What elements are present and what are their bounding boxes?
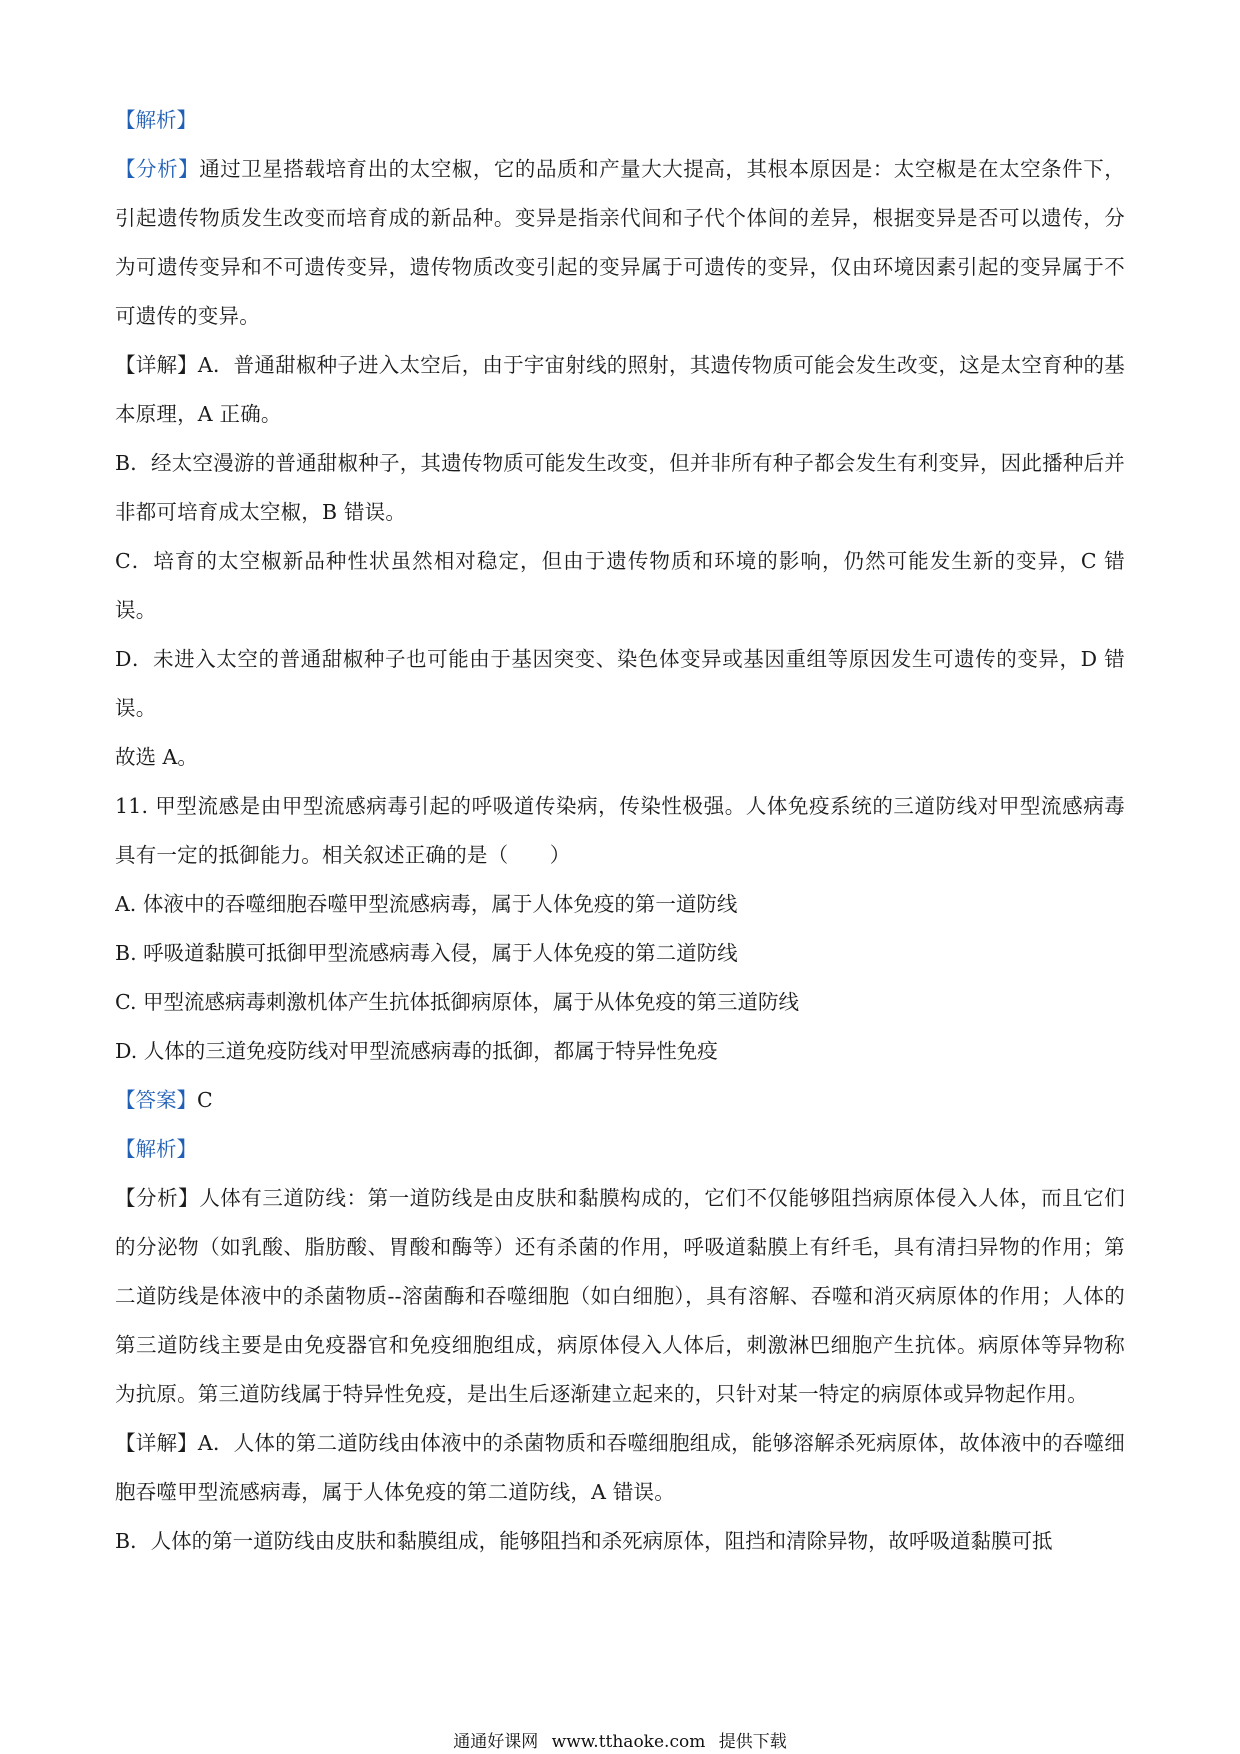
paragraph-text: 11. 甲型流感是由甲型流感病毒引起的呼吸道传染病，传染性极强。人体免疫系统的三道防线对甲型流感病毒具有一定的抵御能力。相关叙述正确的是（ ） — [115, 794, 1125, 867]
paragraph-text: B．人体的第一道防线由皮肤和黏膜组成，能够阻挡和杀死病原体，阻挡和清除异物，故呼吸道黏膜可抵 — [115, 1529, 1053, 1553]
paragraph-text: 通过卫星搭载培育出的太空椒，它的品质和产量大大提高，其根本原因是：太空椒是在太空条件下，引起遗传物质发生改变而培育成的新品种。变异是指亲代间和子代个体间的差异，根据变异是否可以遗传，分为可遗传变异和不可遗传变异，遗传物质改变引起的变异属于可遗传的变异，仅由环境因素引起的变异属于不可遗传的变异。 — [115, 157, 1125, 328]
page-footer — [0, 1732, 1240, 1752]
paragraph-text: D．未进入太空的普通甜椒种子也可能由于基因突变、染色体变异或基因重组等原因发生可遗传的变异，D 错误。 — [115, 647, 1125, 720]
analysis-paragraph-1 — [115, 145, 1125, 341]
tag-label: 【答案】 — [115, 1088, 197, 1112]
detail-paragraph-a-2 — [115, 1419, 1125, 1517]
detail-paragraph-c — [115, 537, 1125, 635]
footer-url[interactable]: www.tthaoke.com — [551, 1732, 706, 1752]
tag-label: 【详解】 — [115, 353, 198, 377]
paragraph-text: 人体有三道防线：第一道防线是由皮肤和黏膜构成的，它们不仅能够阻挡病原体侵入人体，而且它们的分泌物（如乳酸、脂肪酸、胃酸和酶等）还有杀菌的作用，呼吸道黏膜上有纤毛，具有清扫异物的作用；第二道防线是体液中的杀菌物质--溶菌酶和吞噬细胞（如白细胞），具有溶解、吞噬和消灭病原体的作用；人体的第三道防线主要是由免疫器官和免疫细胞组成，病原体侵入人体后，刺激淋巴细胞产生抗体。病原体等异物称为抗原。第三道防线属于特异性免疫，是出生后逐渐建立起来的，只针对某一特定的病原体或异物起作用。 — [115, 1186, 1125, 1406]
tag-label: 【分析】 — [115, 1186, 200, 1210]
section-analysis-tag-2 — [115, 1125, 1125, 1174]
document-body — [115, 96, 1125, 1566]
paragraph-text: B．经太空漫游的普通甜椒种子，其遗传物质可能发生改变，但并非所有种子都会发生有利变异，因此播种后并非都可培育成太空椒，B 错误。 — [115, 451, 1125, 524]
tag-label: 【解析】 — [115, 1137, 197, 1161]
detail-paragraph-d — [115, 635, 1125, 733]
question-11-stem — [115, 782, 1125, 880]
paragraph-text: A．人体的第二道防线由体液中的杀菌物质和吞噬细胞组成，能够溶解杀死病原体，故体液中的吞噬细胞吞噬甲型流感病毒，属于人体免疫的第二道防线，A 错误。 — [115, 1431, 1125, 1504]
tag-label: 【详解】 — [115, 1431, 198, 1455]
question-11-option-b — [115, 929, 1125, 978]
paragraph-text: C．培育的太空椒新品种性状虽然相对稳定，但由于遗传物质和环境的影响，仍然可能发生新的变异，C 错误。 — [115, 549, 1125, 622]
option-text: A. 体液中的吞噬细胞吞噬甲型流感病毒，属于人体免疫的第一道防线 — [115, 892, 738, 916]
footer-site-name: 通通好课网 — [453, 1732, 539, 1752]
paragraph-text: 故选 A。 — [115, 745, 198, 769]
answer-text: C — [197, 1088, 213, 1112]
option-text: B. 呼吸道黏膜可抵御甲型流感病毒入侵，属于人体免疫的第二道防线 — [115, 941, 738, 965]
detail-paragraph-a — [115, 341, 1125, 439]
question-11-option-a — [115, 880, 1125, 929]
tag-label: 【分析】 — [115, 157, 200, 181]
question-11-option-c — [115, 978, 1125, 1027]
question-11-option-d — [115, 1027, 1125, 1076]
option-text: C. 甲型流感病毒刺激机体产生抗体抵御病原体，属于从体免疫的第三道防线 — [115, 990, 799, 1014]
option-text: D. 人体的三道免疫防线对甲型流感病毒的抵御，都属于特异性免疫 — [115, 1039, 718, 1063]
paragraph-text: A．普通甜椒种子进入太空后，由于宇宙射线的照射，其遗传物质可能会发生改变，这是太空育种的基本原理，A 正确。 — [115, 353, 1125, 426]
footer-suffix: 提供下载 — [718, 1732, 787, 1752]
section-analysis-tag — [115, 96, 1125, 145]
conclusion-line — [115, 733, 1125, 782]
detail-paragraph-b — [115, 439, 1125, 537]
detail-paragraph-b-2 — [115, 1517, 1125, 1566]
analysis-paragraph-2 — [115, 1174, 1125, 1419]
tag-label: 【解析】 — [115, 108, 197, 132]
answer-line — [115, 1076, 1125, 1125]
